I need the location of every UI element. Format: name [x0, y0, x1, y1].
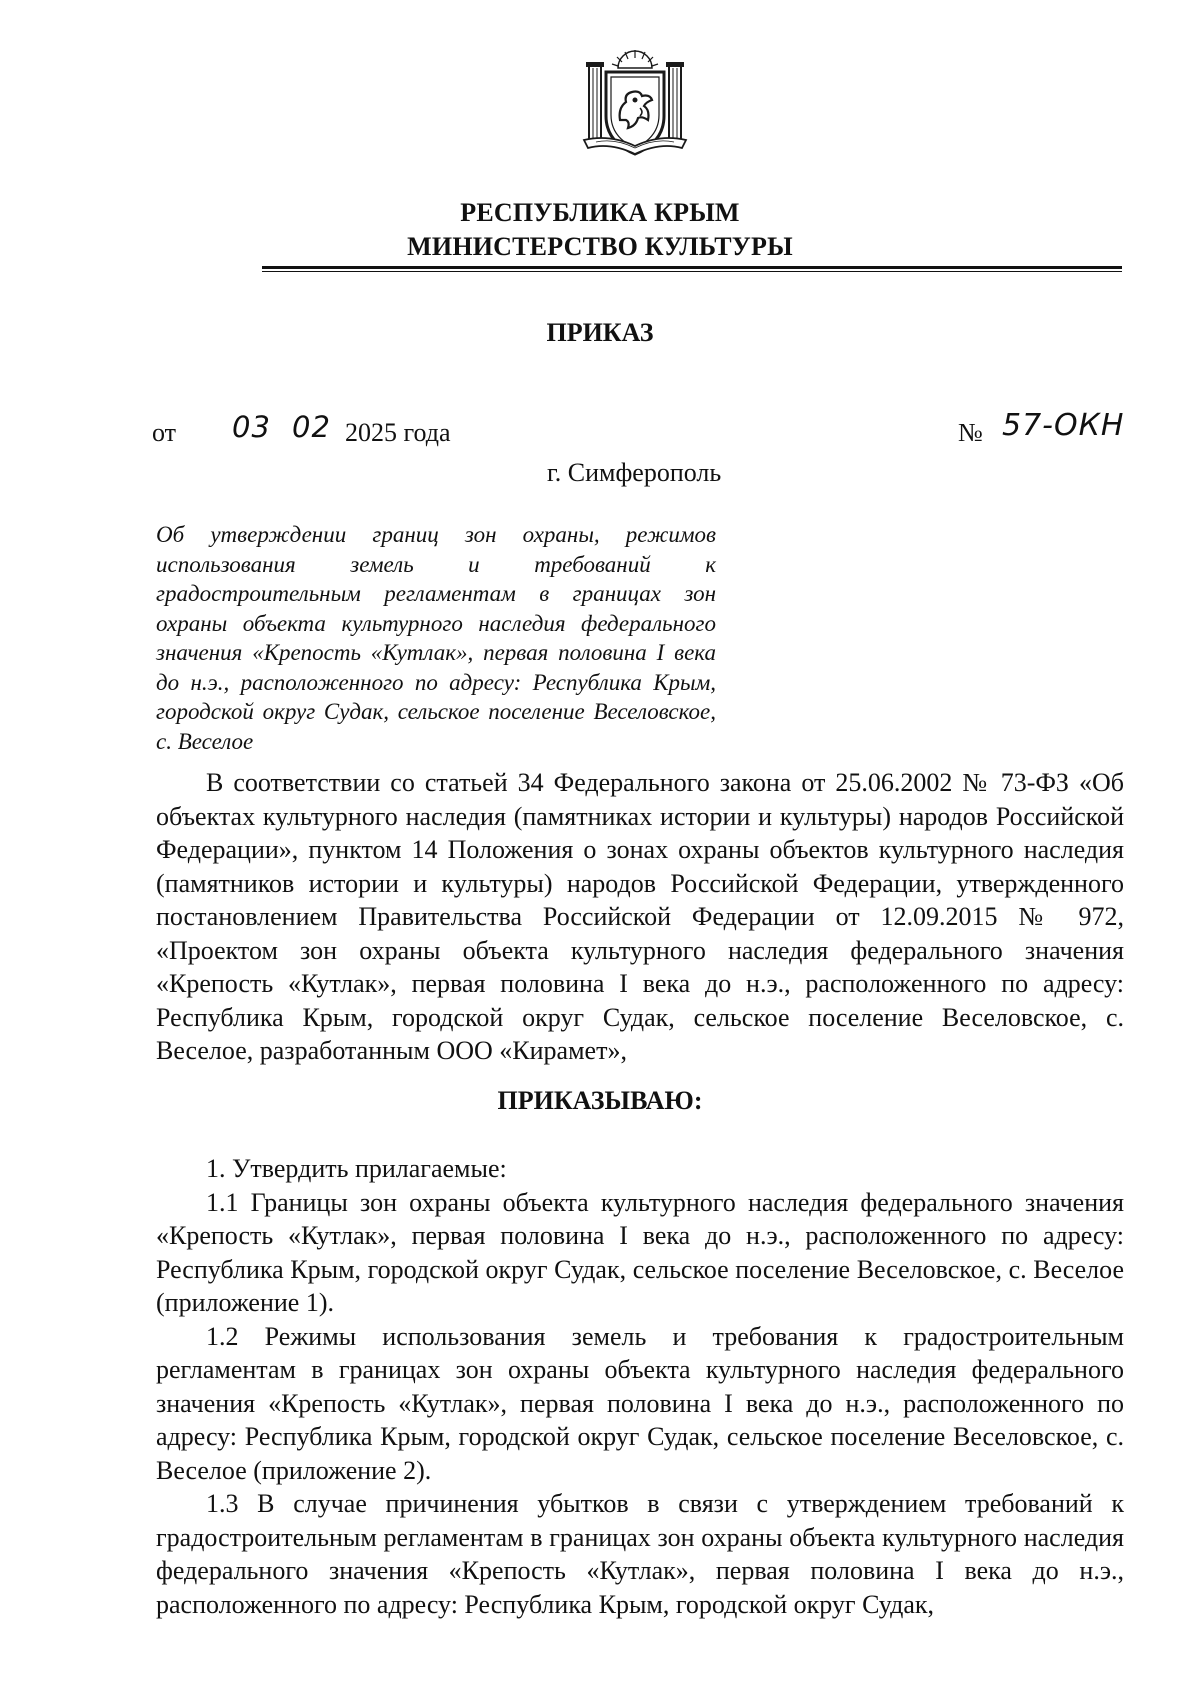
header-rule-thin	[262, 271, 1122, 272]
city-line: г. Симферополь	[547, 458, 722, 487]
date-day-handwritten: 03	[232, 410, 271, 444]
order-number-handwritten: 57-ОКН	[1002, 408, 1125, 443]
order-directive-heading: ПРИКАЗЫВАЮ:	[497, 1086, 703, 1115]
order-item: 1.2 Режимы использования земель и требования к градостроительным регламентам в границах зон охраны объекта культурного наследия федерального значения «Крепость «Кутлак», первая половина I века до н.э., расположенного по адресу: Республика Крым, городской округ Судак, сельское поселение Веселовское, с. Веселое (приложение 2).	[156, 1321, 1124, 1485]
header-rule	[262, 266, 1122, 269]
coat-of-arms-icon	[580, 50, 690, 162]
number-sign: №	[958, 418, 983, 447]
header-ministry: МИНИСТЕРСТВО КУЛЬТУРЫ	[407, 232, 793, 261]
order-item: 1. Утвердить прилагаемые:	[206, 1154, 507, 1183]
preamble-paragraph: В соответствии со статьей 34 Федерального закона от 25.06.2002 № 73-ФЗ «Об объектах культурного наследия (памятниках истории и культуры) народов Российской Федерации», пунктом 14 Положения о зонах охраны объектов культурного наследия (памятников истории и культуры) народов Российской Федерации, утвержденного постановлением Правительства Российской Федерации от 12.09.2015 № 972, «Проектом зон охраны объекта культурного наследия федерального значения «Крепость «Кутлак», первая половина I века до н.э., расположенного по адресу: Республика Крым, городской округ Судак, сельское поселение Веселовское, с. Веселое, разработанным ООО «Кирамет»,	[156, 768, 1124, 1065]
header-republic: РЕСПУБЛИКА КРЫМ	[460, 198, 740, 227]
order-items	[156, 1152, 1124, 1621]
order-subject: Об утверждении границ зон охраны, режимов использования земель и требований к градостроительным регламентам в границах зон охраны объекта культурного наследия федерального значения «Крепость «Кутлак», первая половина I века до н.э., расположенного по адресу: Республика Крым, городской округ Судак, сельское поселение Веселовское, с. Веселое	[156, 522, 716, 754]
order-item: 1.3 В случае причинения убытков в связи с утверждением требований к градостроительным регламентам в границах зон охраны объекта культурного наследия федерального значения «Крепость «Кутлак», первая половина I века до н.э., расположенного по адресу: Республика Крым, городской округ Судак,	[156, 1489, 1124, 1619]
document-type-title: ПРИКАЗ	[546, 318, 654, 347]
date-year: 2025 года	[345, 418, 451, 447]
order-item: 1.1 Границы зон охраны объекта культурного наследия федерального значения «Крепость «Кутлак», первая половина I века до н.э., расположенного по адресу: Республика Крым, городской округ Судак, сельское поселение Веселовское, с. Веселое (приложение 1).	[156, 1187, 1124, 1317]
date-month-handwritten: 02	[292, 410, 331, 444]
date-prefix: от	[152, 418, 177, 447]
